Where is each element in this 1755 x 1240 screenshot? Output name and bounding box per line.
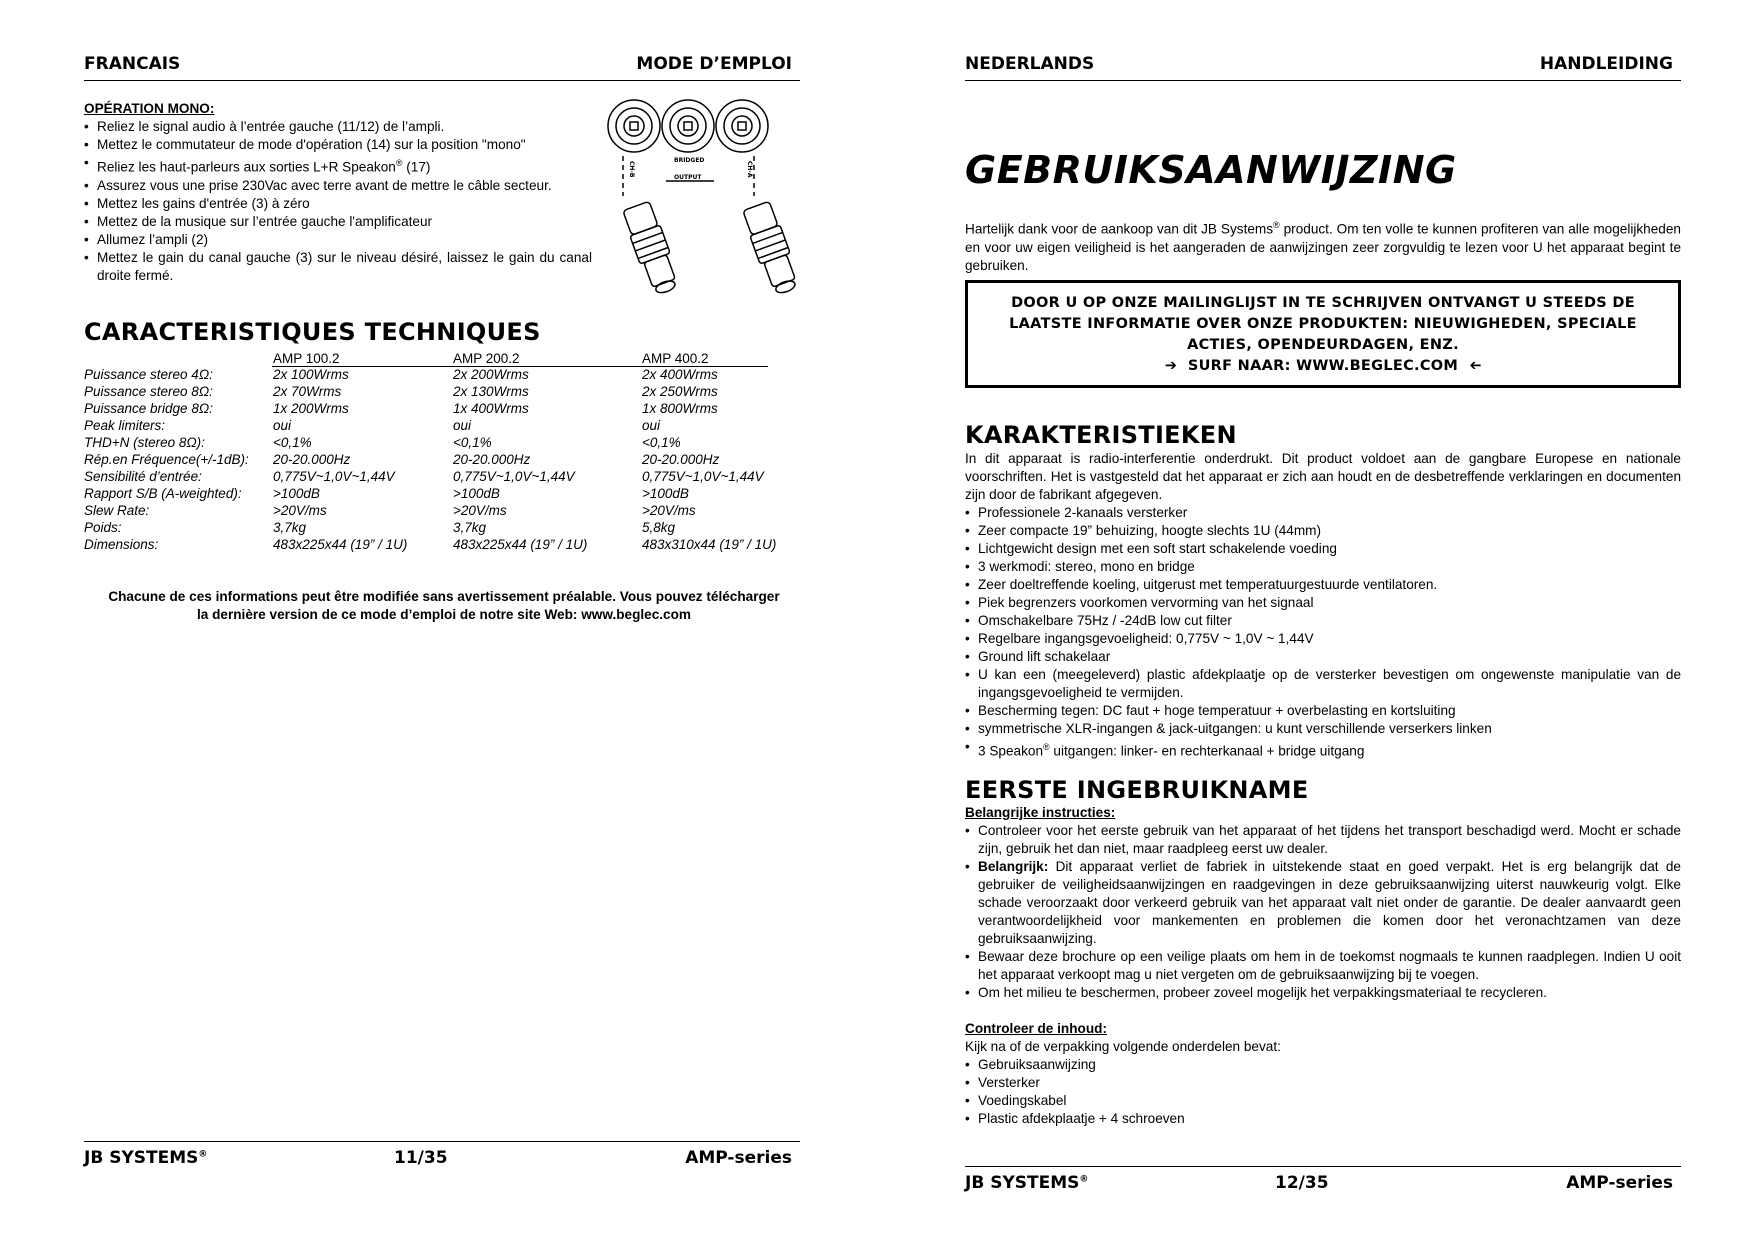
list-item: • Piek begrenzers voorkomen vervorming van het signaal	[965, 594, 1681, 612]
list-item: • Mettez le gain du canal gauche (3) sur le niveau désiré, laissez le gain du canal droite fermé.	[84, 249, 592, 285]
table-row: Puissance stereo 4Ω: 2x 100Wrms 2x 200Wrms 2x 400Wrms	[84, 367, 718, 382]
table-row: Sensibilité d’entrée: 0,775V~1,0V~1,44V 0,775V~1,0V~1,44V 0,775V~1,0V~1,44V	[84, 469, 764, 484]
table-row: Puissance bridge 8Ω: 1x 200Wrms 1x 400Wrms 1x 800Wrms	[84, 401, 718, 416]
left-page	[84, 0, 800, 1240]
column-header: AMP 400.2	[642, 351, 709, 366]
footer-page-number: 12/35	[1275, 1173, 1329, 1193]
diagram-label-bridged: BRIDGED	[674, 157, 705, 164]
list-item: • Belangrijk: Dit apparaat verliet de fabriek in uitstekende staat en goed verpakt. Het is erg belangrijk dat de gebruiker de veiligheidsaanwijzingen en raadgevingen in deze gebruiksaanwijzing uiterst nauwkeurig volgt. Elke schade veroorzaakt door verkeerd gebruik van het apparaat valt niet onder de garantie. De dealer aanvaardt geen verantwoordelijkheid voor mankementen en problemen die komen door het veronachtzamen van deze gebruiksaanwijzing.	[965, 858, 1681, 948]
list-item: • Mettez le commutateur de mode d'opération (14) sur la position "mono"	[84, 136, 592, 154]
specs-header-row	[84, 350, 794, 366]
features-section	[965, 450, 1681, 761]
header-manual-title: HANDLEIDING	[1539, 54, 1673, 74]
footer-page-number: 11/35	[394, 1148, 448, 1168]
big-title: GEBRUIKSAANWIJZING	[965, 148, 1457, 192]
first-use-title: EERSTE INGEBRUIKNAME	[965, 776, 1309, 804]
list-item: • Gebruiksaanwijzing	[965, 1056, 1681, 1074]
right-page	[965, 0, 1681, 1240]
diagram-label-output: OUTPUT	[674, 174, 702, 181]
list-item: • U kan een (meegeleverd) plastic afdekplaatje op de versterker bevestigen om ongewenste manipulatie van de ingangsgevoeligheid te vermijden.	[965, 666, 1681, 702]
mailing-list-notice: DOOR U OP ONZE MAILINGLIJST IN TE SCHRIJVEN ONTVANGT U STEEDS DE LAATSTE INFORMATIE OVER ONZE PRODUKTEN: NIEUWIGHEDEN, SPECIALE ACTIES, OPENDEURDAGEN, ENZ. ➔ SURF NAAR: WWW.BEGLEC.COM ➔	[965, 280, 1681, 388]
list-item: • Allumez l’ampli (2)	[84, 231, 592, 249]
list-item: • Professionele 2-kanaals versterker	[965, 504, 1681, 522]
contents-intro: Kijk na of de verpakking volgende onderdelen bevat:	[965, 1039, 1281, 1054]
arrow-left-icon: ➔	[1468, 358, 1482, 374]
list-item: • Voedingskabel	[965, 1092, 1681, 1110]
list-item: • Versterker	[965, 1074, 1681, 1092]
header-manual-title: MODE D’EMPLOI	[636, 54, 792, 74]
diagram-label-cha: CH-A	[746, 161, 753, 178]
page-footer	[84, 1141, 800, 1170]
features-intro: In dit apparaat is radio-interferentie onderdrukt. Dit product voldoet aan de gangbare Europese en nationale voorschriften. Het is vastgesteld dat het apparaat er zich aan houdt en de desbetreffende verklaringen en documenten zijn door de fabrikant afgegeven.	[965, 451, 1681, 502]
list-item: • Reliez le signal audio à l’entrée gauche (11/12) de l’ampli.	[84, 118, 592, 136]
page-footer	[965, 1166, 1681, 1195]
instructions-list	[965, 822, 1681, 1002]
table-row: Rép.en Fréquence(+/-1dB): 20-20.000Hz 20-20.000Hz 20-20.000Hz	[84, 452, 720, 467]
list-item: • Om het milieu te beschermen, probeer zoveel mogelijk het verpakkingsmateriaal te recycleren.	[965, 984, 1681, 1002]
list-item: • Controleer voor het eerste gebruik van het apparaat of het tijdens het transport beschadigd werd. Mocht er schade zijn, gebruik het dan niet, maar raadpleeg eerst uw dealer.	[965, 822, 1681, 858]
table-row: Dimensions: 483x225x44 (19” / 1U) 483x225x44 (19” / 1U) 483x310x44 (19” / 1U)	[84, 537, 777, 552]
list-item: • Plastic afdekplaatje + 4 schroeven	[965, 1110, 1681, 1128]
footer-brand: JB SYSTEMS®	[965, 1173, 1089, 1193]
specs-title: CARACTERISTIQUES TECHNIQUES	[84, 318, 541, 346]
contents-subtitle: Controleer de inhoud:	[965, 1021, 1107, 1036]
features-list	[965, 504, 1681, 761]
list-item: • Bescherming tegen: DC faut + hoge temperatuur + overbelasting en kortsluiting	[965, 702, 1681, 720]
mono-section	[84, 100, 592, 285]
diagram-label-chb: CH-B	[628, 161, 635, 178]
list-item: • Ground lift schakelaar	[965, 648, 1681, 666]
table-row: Puissance stereo 8Ω: 2x 70Wrms 2x 130Wrms 2x 250Wrms	[84, 384, 718, 399]
header-language: FRANCAIS	[84, 54, 181, 74]
list-item: • Zeer doeltreffende koeling, uitgerust met temperatuurgestuurde ventilatoren.	[965, 576, 1681, 594]
features-title: KARAKTERISTIEKEN	[965, 421, 1237, 449]
page-header	[965, 54, 1681, 81]
list-item: • Assurez vous une prise 230Vac avec terre avant de mettre le câble secteur.	[84, 177, 592, 195]
contents-list	[965, 1056, 1681, 1128]
footer-series: AMP-series	[685, 1148, 792, 1168]
table-row: Poids: 3,7kg 3,7kg 5,8kg	[84, 520, 676, 535]
table-row: Peak limiters: oui oui oui	[84, 418, 661, 433]
list-item: • Mettez de la musique sur l’entrée gauche l'amplificateur	[84, 213, 592, 231]
list-item: • 3 Speakon® uitgangen: linker- en rechterkanaal + bridge uitgang	[965, 738, 1681, 761]
footer-brand: JB SYSTEMS®	[84, 1148, 208, 1168]
column-header: AMP 200.2	[453, 351, 520, 366]
instructions-subtitle: Belangrijke instructies:	[965, 805, 1116, 820]
mono-title: OPÉRATION MONO:	[84, 101, 215, 116]
list-item: • symmetrische XLR-ingangen & jack-uitgangen: u kunt verschillende verserkers linken	[965, 720, 1681, 738]
intro-paragraph: Hartelijk dank voor de aankoop van dit JB Systems® product. Om ten volle te kunnen profiteren van alle mogelijkheden en voor uw eigen veiligheid is het aangeraden de aanwijzingen zeer zorgvuldig te lezen voor U het apparaat begint te gebruiken.	[965, 220, 1681, 273]
list-item: • 3 werkmodi: stereo, mono en bridge	[965, 558, 1681, 576]
website-link[interactable]: SURF NAAR: WWW.BEGLEC.COM	[1187, 358, 1459, 374]
list-item: • Bewaar deze brochure op een veilige plaats om hem in de toekomst nogmaals te kunnen raadplegen. Indien U ooit het apparaat verkoopt mag u niet vergeten om de gebruiksaanwijzing bij te voegen.	[965, 948, 1681, 984]
mono-list	[84, 118, 592, 285]
column-header: AMP 100.2	[273, 351, 340, 366]
list-item: • Zeer compacte 19” behuizing, hoogte slechts 1U (44mm)	[965, 522, 1681, 540]
list-item: • Lichtgewicht design met een soft start schakelende voeding	[965, 540, 1681, 558]
arrow-right-icon: ➔	[1164, 358, 1178, 374]
disclaimer: Chacune de ces informations peut être modifiée sans avertissement préalable. Vous pouvez télécharger la dernière version de ce mode d’emploi de notre site Web: www.beglec.com	[108, 589, 780, 622]
header-language: NEDERLANDS	[965, 54, 1095, 74]
page-header	[84, 54, 800, 81]
list-item: • Mettez les gains d'entrée (3) à zéro	[84, 195, 592, 213]
list-item: • Reliez les haut-parleurs aux sorties L+R Speakon® (17)	[84, 154, 592, 177]
footer-series: AMP-series	[1566, 1173, 1673, 1193]
table-row: THD+N (stereo 8Ω): <0,1% <0,1% <0,1%	[84, 435, 681, 450]
table-row: Rapport S/B (A-weighted): >100dB >100dB >100dB	[84, 486, 689, 501]
list-item: • Omschakelbare 75Hz / -24dB low cut filter	[965, 612, 1681, 630]
list-item: • Regelbare ingangsgevoeligheid: 0,775V ~ 1,0V ~ 1,44V	[965, 630, 1681, 648]
specs-table	[84, 350, 794, 553]
first-use-section	[965, 804, 1681, 1128]
speakon-output-diagram	[606, 96, 800, 296]
table-row: Slew Rate: >20V/ms >20V/ms >20V/ms	[84, 503, 696, 518]
